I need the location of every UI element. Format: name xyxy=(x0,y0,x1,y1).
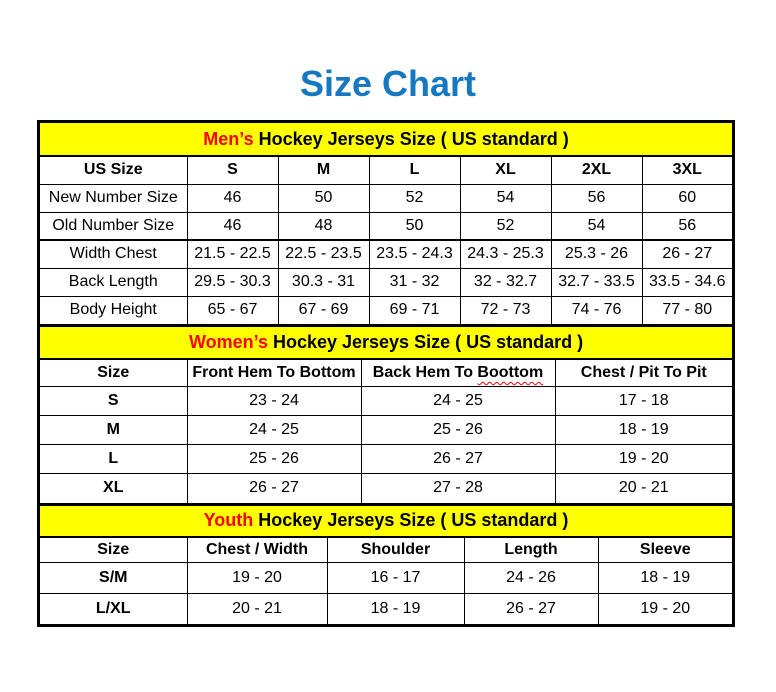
mens-header-us-size: US Size xyxy=(40,156,187,184)
value-cell: 32.7 - 33.5 xyxy=(551,268,642,296)
value-cell: 19 - 20 xyxy=(187,562,327,593)
value-cell: 52 xyxy=(369,184,460,212)
value-cell: 26 - 27 xyxy=(464,593,598,624)
youth-header-row xyxy=(40,537,732,562)
value-cell: 60 xyxy=(642,184,732,212)
womens-size-table xyxy=(40,324,732,503)
value-cell: 50 xyxy=(369,212,460,240)
womens-header-chest: Chest / Pit To Pit xyxy=(555,359,732,387)
row-label: Body Height xyxy=(40,296,187,324)
value-cell: 46 xyxy=(187,184,278,212)
value-cell: 18 - 19 xyxy=(598,562,732,593)
mens-row-back-length xyxy=(40,268,732,296)
value-cell: 18 - 19 xyxy=(327,593,464,624)
mens-band-highlight: Men’s xyxy=(203,128,254,149)
youth-header-length: Length xyxy=(464,537,598,562)
youth-band-rest: Hockey Jerseys Size ( US standard ) xyxy=(253,510,569,531)
mens-header-l: L xyxy=(369,156,460,184)
value-cell: 23.5 - 24.3 xyxy=(369,240,460,268)
row-label: Old Number Size xyxy=(40,212,187,240)
mens-size-table xyxy=(40,123,732,324)
value-cell: 19 - 20 xyxy=(598,593,732,624)
mens-header-2xl: 2XL xyxy=(551,156,642,184)
value-cell: 24.3 - 25.3 xyxy=(460,240,551,268)
row-label: New Number Size xyxy=(40,184,187,212)
value-cell: 67 - 69 xyxy=(278,296,369,324)
youth-header-chest-width: Chest / Width xyxy=(187,537,327,562)
womens-header-size: Size xyxy=(40,359,187,387)
mens-header-row xyxy=(40,156,732,184)
mens-header-s: S xyxy=(187,156,278,184)
value-cell: 56 xyxy=(642,212,732,240)
youth-header-shoulder: Shoulder xyxy=(327,537,464,562)
womens-header-back-hem xyxy=(361,359,555,387)
value-cell: 25 - 26 xyxy=(187,445,361,474)
row-label: Width Chest xyxy=(40,240,187,268)
value-cell: 65 - 67 xyxy=(187,296,278,324)
mens-row-width-chest xyxy=(40,240,732,268)
value-cell: 24 - 25 xyxy=(187,416,361,445)
mens-row-old-number xyxy=(40,212,732,240)
value-cell: 56 xyxy=(551,184,642,212)
value-cell: 27 - 28 xyxy=(361,474,555,503)
value-cell: 25 - 26 xyxy=(361,416,555,445)
value-cell: 26 - 27 xyxy=(187,474,361,503)
row-label: M xyxy=(40,416,187,445)
youth-header-sleeve: Sleeve xyxy=(598,537,732,562)
value-cell: 31 - 32 xyxy=(369,268,460,296)
value-cell: 23 - 24 xyxy=(187,387,361,416)
value-cell: 52 xyxy=(460,212,551,240)
value-cell: 54 xyxy=(551,212,642,240)
mens-row-body-height xyxy=(40,296,732,324)
row-label: L xyxy=(40,445,187,474)
value-cell: 46 xyxy=(187,212,278,240)
value-cell: 74 - 76 xyxy=(551,296,642,324)
misspelled-word: Boottom xyxy=(477,363,544,381)
value-cell: 24 - 26 xyxy=(464,562,598,593)
value-cell: 20 - 21 xyxy=(555,474,732,503)
youth-header-size: Size xyxy=(40,537,187,562)
value-cell: 72 - 73 xyxy=(460,296,551,324)
value-cell: 19 - 20 xyxy=(555,445,732,474)
value-cell: 25.3 - 26 xyxy=(551,240,642,268)
row-label: XL xyxy=(40,474,187,503)
value-cell: 24 - 25 xyxy=(361,387,555,416)
youth-band-highlight: Youth xyxy=(203,510,254,531)
value-cell: 17 - 18 xyxy=(555,387,732,416)
value-cell: 20 - 21 xyxy=(187,593,327,624)
row-label: Back Length xyxy=(40,268,187,296)
value-cell: 77 - 80 xyxy=(642,296,732,324)
value-cell: 21.5 - 22.5 xyxy=(187,240,278,268)
womens-row-xl xyxy=(40,474,732,503)
womens-band-rest: Hockey Jerseys Size ( US standard ) xyxy=(267,331,584,352)
value-cell: 26 - 27 xyxy=(361,445,555,474)
back-hem-prefix: Back Hem To xyxy=(372,363,478,381)
mens-header-m: M xyxy=(278,156,369,184)
row-label: S/M xyxy=(40,562,187,593)
mens-section-band xyxy=(40,123,732,156)
womens-row-l xyxy=(40,445,732,474)
youth-row-sm xyxy=(40,562,732,593)
row-label: S xyxy=(40,387,187,416)
value-cell: 22.5 - 23.5 xyxy=(278,240,369,268)
womens-band-highlight: Women’s xyxy=(188,331,268,352)
mens-header-3xl: 3XL xyxy=(642,156,732,184)
mens-header-xl: XL xyxy=(460,156,551,184)
row-label: L/XL xyxy=(40,593,187,624)
womens-row-m xyxy=(40,416,732,445)
page-title: Size Chart xyxy=(299,63,477,104)
youth-size-table xyxy=(40,503,732,625)
value-cell: 26 - 27 xyxy=(642,240,732,268)
value-cell: 30.3 - 31 xyxy=(278,268,369,296)
value-cell: 33.5 - 34.6 xyxy=(642,268,732,296)
youth-row-lxl xyxy=(40,593,732,624)
value-cell: 69 - 71 xyxy=(369,296,460,324)
womens-header-front-hem: Front Hem To Bottom xyxy=(187,359,361,387)
value-cell: 32 - 32.7 xyxy=(460,268,551,296)
value-cell: 54 xyxy=(460,184,551,212)
womens-section-band xyxy=(40,326,732,359)
size-chart-container xyxy=(37,120,735,627)
value-cell: 16 - 17 xyxy=(327,562,464,593)
value-cell: 50 xyxy=(278,184,369,212)
youth-section-band xyxy=(40,504,732,537)
mens-row-new-number xyxy=(40,184,732,212)
value-cell: 48 xyxy=(278,212,369,240)
womens-row-s xyxy=(40,387,732,416)
mens-band-rest: Hockey Jerseys Size ( US standard ) xyxy=(253,128,569,149)
value-cell: 18 - 19 xyxy=(555,416,732,445)
womens-header-row xyxy=(40,359,732,387)
value-cell: 29.5 - 30.3 xyxy=(187,268,278,296)
